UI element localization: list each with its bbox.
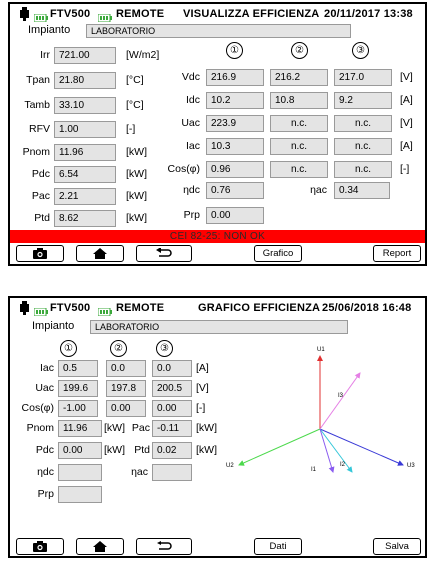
measure-field: 2.21 bbox=[54, 188, 116, 205]
datetime: 25/06/2018 16:48 bbox=[322, 302, 412, 314]
measure-label: Tamb bbox=[24, 99, 50, 111]
phase-row-label: Uac bbox=[181, 117, 200, 129]
phase-2-header: ② bbox=[110, 340, 127, 357]
data-button[interactable]: Dati bbox=[254, 538, 302, 555]
pdc-field: 0.00 bbox=[58, 442, 102, 459]
phase-3-header: ③ bbox=[352, 42, 369, 59]
datetime: 20/11/2017 13:38 bbox=[324, 8, 413, 20]
status-header bbox=[10, 4, 425, 26]
measure-unit: [-] bbox=[126, 123, 136, 135]
phase-1-field: 199.6 bbox=[58, 380, 98, 397]
phase-2-field: 0.00 bbox=[106, 400, 146, 417]
phase-row-label: Cos(φ) bbox=[167, 163, 200, 175]
pnom-unit: [kW] bbox=[104, 422, 125, 434]
eta-ac-field: 0.34 bbox=[334, 182, 390, 199]
back-button[interactable] bbox=[136, 538, 192, 555]
measure-label: Pac bbox=[31, 190, 50, 202]
measure-unit: [kW] bbox=[126, 212, 147, 224]
phase-3-field: 0.00 bbox=[152, 400, 192, 417]
eta-ac-label: ηac bbox=[310, 184, 327, 196]
phase-1-field: 223.9 bbox=[206, 115, 264, 132]
phase-row-label: Iac bbox=[39, 362, 54, 374]
phase-row-unit: [A] bbox=[400, 94, 413, 106]
measure-label: Tpan bbox=[26, 74, 50, 86]
measure-field: 33.10 bbox=[54, 97, 116, 114]
i1-vector bbox=[320, 373, 360, 429]
pnom-label: Pnom bbox=[26, 422, 54, 434]
phase-1-field: 10.3 bbox=[206, 138, 264, 155]
plant-field[interactable]: LABORATORIO bbox=[86, 24, 351, 38]
measure-label: Ptd bbox=[34, 212, 50, 224]
phase-3-field: 217.0 bbox=[334, 69, 392, 86]
ptd-field: 0.02 bbox=[152, 442, 192, 459]
i2-label: I2 bbox=[340, 462, 346, 468]
phase-3-field: n.c. bbox=[334, 138, 392, 155]
plant-field[interactable]: LABORATORIO bbox=[90, 320, 348, 334]
probe-icon bbox=[20, 301, 29, 320]
phase-row-unit: [A] bbox=[196, 362, 209, 374]
phase-3-field: n.c. bbox=[334, 161, 392, 178]
measure-label: Pdc bbox=[31, 168, 50, 180]
graph-button[interactable]: Grafico bbox=[254, 245, 302, 262]
phasor-diagram bbox=[210, 338, 420, 518]
phase-row-label: Uac bbox=[35, 382, 54, 394]
measure-unit: [kW] bbox=[126, 190, 147, 202]
phase-1-field: 0.96 bbox=[206, 161, 264, 178]
remote-label: REMOTE bbox=[116, 8, 165, 20]
phase-row-label: Iac bbox=[185, 140, 200, 152]
compliance-alarm-bar: CEI 82-25: NON OK bbox=[10, 230, 425, 243]
phase-2-field: n.c. bbox=[270, 138, 328, 155]
measure-field: 721.00 bbox=[54, 47, 116, 64]
measure-field: 8.62 bbox=[54, 210, 116, 227]
u1-label: U1 bbox=[317, 347, 325, 353]
plant-label: Impianto bbox=[32, 320, 75, 332]
phase-1-field: 0.5 bbox=[58, 360, 98, 377]
camera-button[interactable] bbox=[16, 538, 64, 555]
i3-vector bbox=[320, 429, 333, 472]
return-arrow-icon bbox=[137, 541, 191, 552]
measure-field: 1.00 bbox=[54, 121, 116, 138]
i3-label: I3 bbox=[338, 393, 344, 399]
measure-field: 11.96 bbox=[54, 144, 116, 161]
measure-unit: [kW] bbox=[126, 146, 147, 158]
ptd-label: Ptd bbox=[134, 444, 150, 456]
phase-1-header: ① bbox=[226, 42, 243, 59]
measure-label: Irr bbox=[40, 49, 50, 61]
eta-dc-label: ηdc bbox=[37, 466, 54, 478]
status-header bbox=[10, 298, 425, 320]
phase-row-unit: [V] bbox=[196, 382, 209, 394]
measure-unit: [kW] bbox=[126, 168, 147, 180]
phase-2-header: ② bbox=[291, 42, 308, 59]
phase-row-unit: [V] bbox=[400, 117, 413, 129]
measure-unit: [°C] bbox=[126, 74, 144, 86]
phase-3-field: 0.0 bbox=[152, 360, 192, 377]
measure-field: 6.54 bbox=[54, 166, 116, 183]
phase-row-label: Vdc bbox=[181, 71, 200, 83]
measure-label: RFV bbox=[29, 123, 50, 135]
phase-1-field: -1.00 bbox=[58, 400, 98, 417]
phase-2-field: 216.2 bbox=[270, 69, 328, 86]
phase-2-field: n.c. bbox=[270, 115, 328, 132]
back-button[interactable] bbox=[136, 245, 192, 262]
pdc-unit: [kW] bbox=[104, 444, 125, 456]
battery-icon bbox=[34, 303, 48, 321]
prp-label: Prp bbox=[37, 488, 54, 500]
efficiency-view-screen bbox=[8, 2, 427, 266]
eta-dc-label: ηdc bbox=[183, 184, 200, 196]
u3-label: U3 bbox=[407, 463, 415, 469]
phase-row-unit: [-] bbox=[196, 402, 206, 414]
phase-1-field: 10.2 bbox=[206, 92, 264, 109]
home-button[interactable] bbox=[76, 538, 124, 555]
home-icon bbox=[77, 248, 123, 259]
phase-3-field: 200.5 bbox=[152, 380, 192, 397]
u2-vector bbox=[239, 429, 320, 465]
i1-label: I1 bbox=[311, 467, 317, 473]
u2-label: U2 bbox=[226, 463, 234, 469]
phase-row-unit: [A] bbox=[400, 140, 413, 152]
measure-label: Pnom bbox=[22, 146, 50, 158]
page-title: GRAFICO EFFICIENZA bbox=[198, 302, 321, 314]
eta-ac-field bbox=[152, 464, 192, 481]
phase-3-field: n.c. bbox=[334, 115, 392, 132]
eta-dc-field: 0.76 bbox=[206, 182, 264, 199]
camera-button[interactable] bbox=[16, 245, 64, 262]
phase-2-field: n.c. bbox=[270, 161, 328, 178]
ptd-unit: [kW] bbox=[196, 444, 217, 456]
home-button[interactable] bbox=[76, 245, 124, 262]
prp-field: 0.00 bbox=[206, 207, 264, 224]
phase-2-field: 0.0 bbox=[106, 360, 146, 377]
pac-unit: [kW] bbox=[196, 422, 217, 434]
phase-2-field: 10.8 bbox=[270, 92, 328, 109]
eta-ac-label: ηac bbox=[131, 466, 148, 478]
phase-row-label: Idc bbox=[185, 94, 200, 106]
phase-3-header: ③ bbox=[156, 340, 173, 357]
pac-field: -0.11 bbox=[152, 420, 192, 437]
phase-3-field: 9.2 bbox=[334, 92, 392, 109]
phase-1-header: ① bbox=[60, 340, 77, 357]
phase-2-field: 197.8 bbox=[106, 380, 146, 397]
camera-icon bbox=[17, 541, 63, 552]
prp-field bbox=[58, 486, 102, 503]
phase-1-field: 216.9 bbox=[206, 69, 264, 86]
prp-label: Prp bbox=[183, 209, 200, 221]
phase-row-unit: [-] bbox=[400, 163, 410, 175]
remote-label: REMOTE bbox=[116, 302, 165, 314]
remote-battery-icon bbox=[98, 303, 112, 321]
save-button[interactable]: Salva bbox=[373, 538, 421, 555]
device-name: FTV500 bbox=[50, 302, 91, 314]
home-icon bbox=[77, 541, 123, 552]
u3-vector bbox=[320, 429, 403, 465]
page-title: VISUALIZZA EFFICIENZA bbox=[183, 8, 320, 20]
camera-icon bbox=[17, 248, 63, 259]
phase-row-unit: [V] bbox=[400, 71, 413, 83]
pdc-label: Pdc bbox=[35, 444, 54, 456]
pac-label: Pac bbox=[131, 422, 150, 434]
eta-dc-field bbox=[58, 464, 102, 481]
plant-label: Impianto bbox=[28, 24, 71, 36]
efficiency-graph-screen bbox=[8, 296, 427, 558]
return-arrow-icon bbox=[137, 248, 191, 259]
phase-row-label: Cos(φ) bbox=[21, 402, 54, 414]
report-button[interactable]: Report bbox=[373, 245, 421, 262]
device-name: FTV500 bbox=[50, 8, 91, 20]
measure-unit: [°C] bbox=[126, 99, 144, 111]
measure-field: 21.80 bbox=[54, 72, 116, 89]
pnom-field: 11.96 bbox=[58, 420, 102, 437]
measure-unit: [W/m2] bbox=[126, 49, 160, 61]
